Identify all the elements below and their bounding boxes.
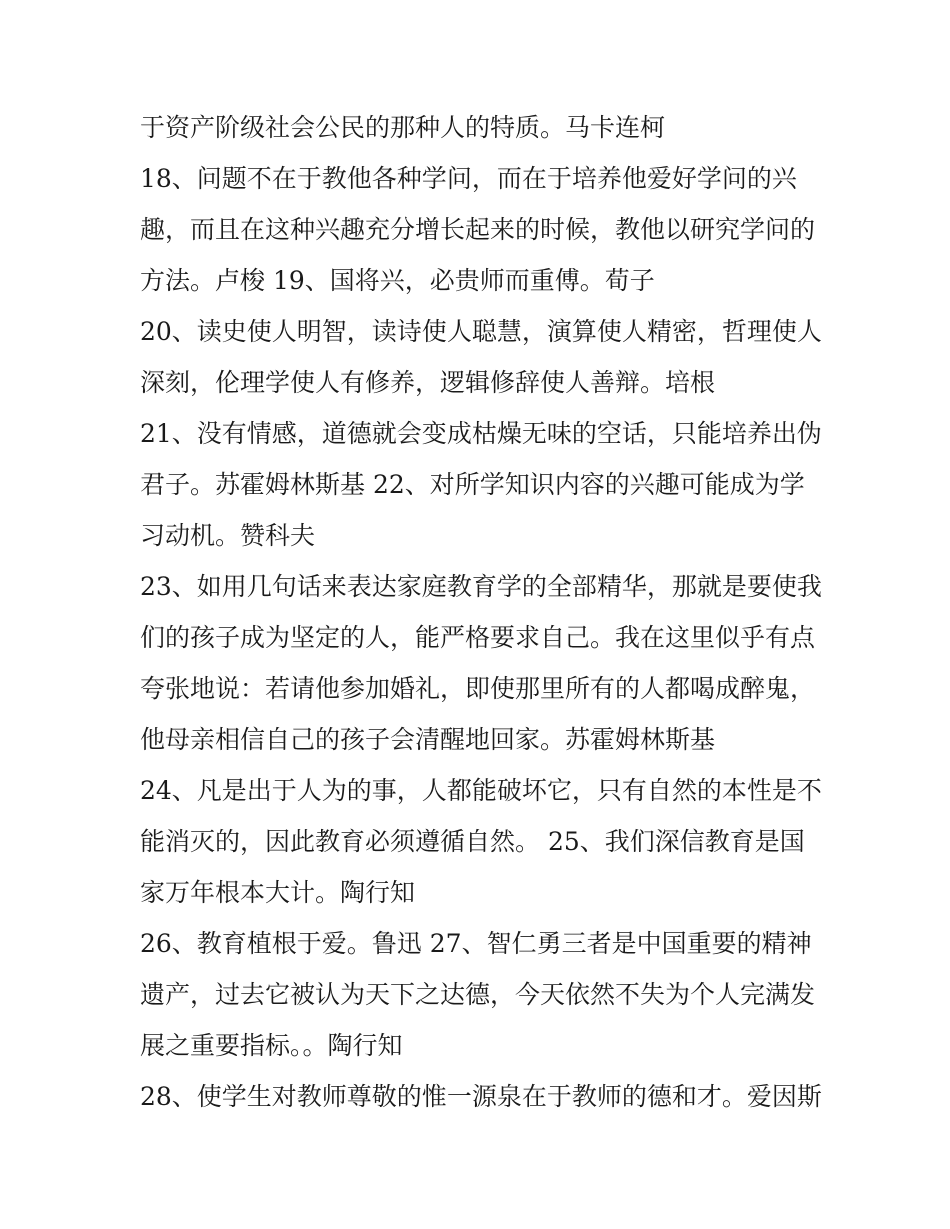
text-line: 26、教育植根于爱。鲁迅 27、智仁勇三者是中国重要的精神: [140, 929, 812, 958]
text-line: 遗产，过去它被认为天下之达德，今天依然不失为个人完满发: [140, 980, 816, 1009]
text-line: 君子。苏霍姆林斯基 22、对所学知识内容的兴趣可能成为学: [140, 470, 805, 499]
text-line: 21、没有情感，道德就会变成枯燥无味的空话，只能培养出伪: [140, 419, 822, 448]
document-body: [140, 102, 822, 1122]
text-line: 能消灭的，因此教育必须遵循自然。 25、我们深信教育是国: [140, 827, 805, 856]
text-line: 深刻，伦理学使人有修养，逻辑修辞使人善辩。培根: [140, 368, 716, 397]
text-line: 展之重要指标。。陶行知: [140, 1031, 403, 1060]
text-line: 夸张地说：若请他参加婚礼，即使那里所有的人都喝成醉鬼，: [140, 674, 816, 703]
text-line: 习动机。赞科夫: [140, 521, 316, 550]
text-line: 20、读史使人明智，读诗使人聪慧，演算使人精密，哲理使人: [140, 317, 822, 346]
text-line: 23、如用几句话来表达家庭教育学的全部精华，那就是要使我: [140, 572, 822, 601]
text-line: 家万年根本大计。陶行知: [140, 878, 416, 907]
text-line: 们的孩子成为坚定的人，能严格要求自己。我在这里似乎有点: [140, 623, 816, 652]
text-line: 24、凡是出于人为的事，人都能破坏它，只有自然的本性是不: [140, 776, 822, 805]
text-line: 18、问题不在于教他各种学问，而在于培养他爱好学问的兴: [140, 164, 797, 193]
text-line: 28、使学生对教师尊敬的惟一源泉在于教师的德和才。爱因斯: [140, 1082, 822, 1111]
text-line: 趣，而且在这种兴趣充分增长起来的时候，教他以研究学问的: [140, 215, 816, 244]
text-line: 他母亲相信自己的孩子会清醒地回家。苏霍姆林斯基: [140, 725, 716, 754]
text-line: 于资产阶级社会公民的那种人的特质。马卡连柯: [140, 113, 666, 142]
text-line: 方法。卢梭 19、国将兴，必贵师而重傅。荀子: [140, 266, 655, 295]
